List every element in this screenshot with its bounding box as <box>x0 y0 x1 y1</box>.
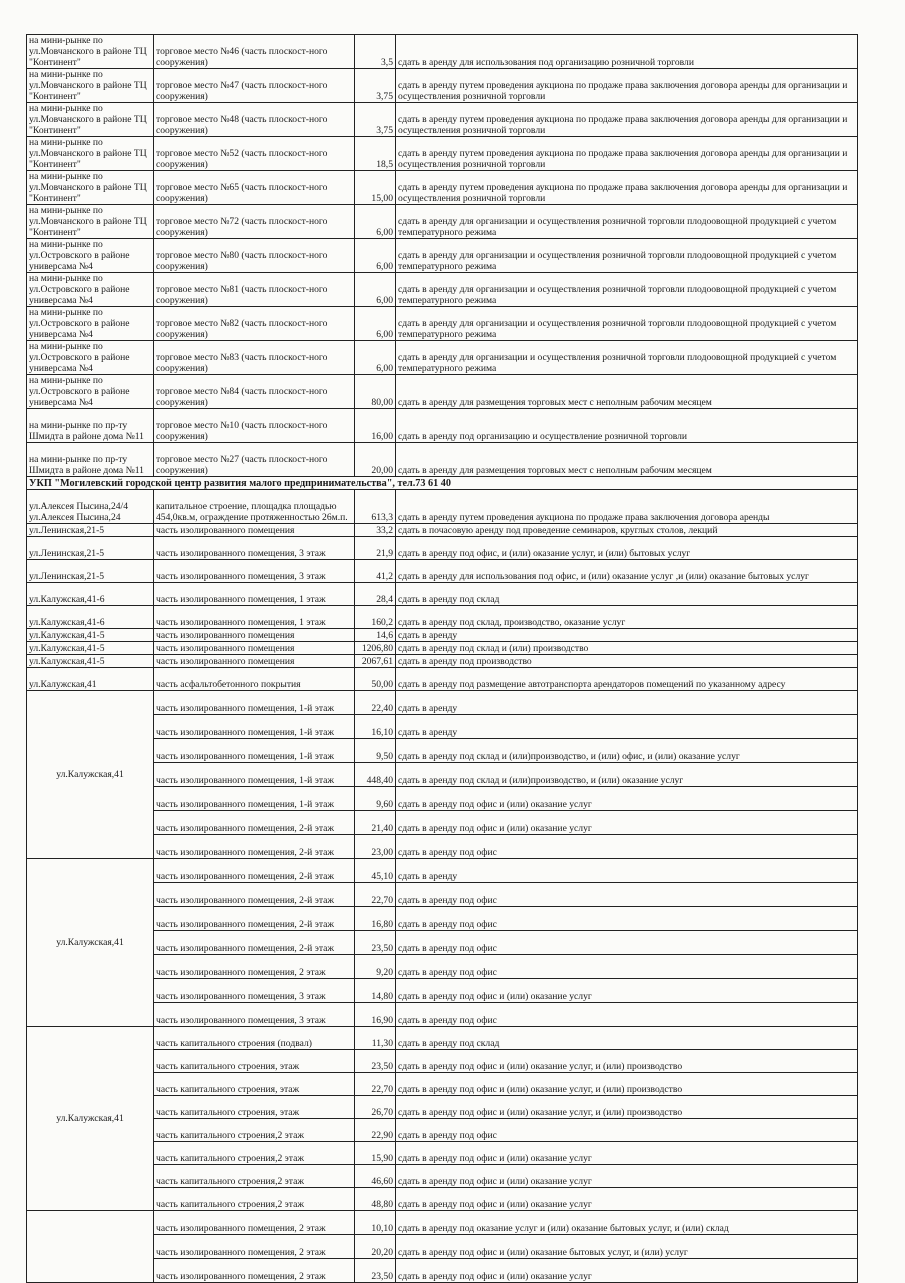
object-cell: часть изолированного помещения, 2-й этаж <box>154 883 355 907</box>
organization-header: УКП "Могилевский городской центр развития малого предпринимательства", тел.73 61 40 <box>27 477 858 490</box>
area-cell: 6,00 <box>355 307 396 341</box>
area-cell: 15,90 <box>355 1142 396 1165</box>
area-cell: 9,50 <box>355 739 396 763</box>
object-cell: часть изолированного помещения, 2-й этаж <box>154 859 355 883</box>
use-cell: сдать в аренду под офис и (или) оказание услуг, и (или) производство <box>396 1096 858 1119</box>
property-table <box>26 34 858 1283</box>
organization-header-row <box>27 477 858 490</box>
area-cell: 80,00 <box>355 375 396 409</box>
use-cell: сдать в аренду под офис и (или) оказание услуг <box>396 1188 858 1211</box>
use-cell: сдать в аренду путем проведения аукциона по продаже права заключения договора аренды для организации и осуществления розничной торговли <box>396 137 858 171</box>
area-cell: 160,2 <box>355 606 396 629</box>
table-row <box>27 205 858 239</box>
object-cell: часть изолированного помещения, 2-й этаж <box>154 931 355 955</box>
area-cell: 50,00 <box>355 668 396 691</box>
use-cell: сдать в аренду под склад и (или)производство, и (или) офис, и (или) оказание услуг <box>396 739 858 763</box>
use-cell: сдать в аренду под офис и (или) оказание услуг <box>396 811 858 835</box>
area-cell: 6,00 <box>355 341 396 375</box>
object-cell: часть изолированного помещения, 2-й этаж <box>154 907 355 931</box>
area-cell: 22,70 <box>355 883 396 907</box>
object-cell: часть изолированного помещения <box>154 629 355 642</box>
use-cell: сдать в аренду <box>396 859 858 883</box>
table-row <box>27 583 858 606</box>
use-cell: сдать в аренду <box>396 629 858 642</box>
area-cell: 9,20 <box>355 955 396 979</box>
use-cell: сдать в аренду под офис и (или) оказание бытовых услуг, и (или) услуг <box>396 1235 858 1259</box>
use-cell: сдать в аренду <box>396 691 858 715</box>
object-cell: часть изолированного помещения <box>154 524 355 537</box>
area-cell: 6,00 <box>355 205 396 239</box>
table-row <box>27 103 858 137</box>
group-address-cell <box>27 1211 154 1283</box>
object-cell: торговое место №10 (часть плоскост-ного сооружения) <box>154 409 355 443</box>
table-row <box>27 668 858 691</box>
use-cell: сдать в аренду под офис и (или) оказание услуг <box>396 787 858 811</box>
use-cell: сдать в аренду под организацию и осуществление розничной торговли <box>396 409 858 443</box>
address-cell: ул.Ленинская,21-5 <box>27 560 154 583</box>
address-cell: на мини-рынке по пр-ту Шмидта в районе дома №11 <box>27 443 154 477</box>
object-cell: часть капитального строения, этаж <box>154 1050 355 1073</box>
object-cell: часть капитального строения,2 этаж <box>154 1119 355 1142</box>
property-lease-document <box>26 34 858 1283</box>
use-cell: сдать в аренду под офис и (или) оказание услуг <box>396 1142 858 1165</box>
area-cell: 22,70 <box>355 1073 396 1096</box>
area-cell: 18,5 <box>355 137 396 171</box>
table-row <box>27 375 858 409</box>
area-cell: 14,80 <box>355 979 396 1003</box>
area-cell: 23,00 <box>355 835 396 859</box>
use-cell: сдать в аренду под оказание услуг и (или) оказание бытовых услуг, и (или) склад <box>396 1211 858 1235</box>
use-cell: сдать в аренду под офис и (или) оказание услуг <box>396 1259 858 1283</box>
object-cell: торговое место №84 (часть плоскост-ного сооружения) <box>154 375 355 409</box>
area-cell: 16,90 <box>355 1003 396 1027</box>
use-cell: сдать в аренду под склад и (или) производство <box>396 642 858 655</box>
table-row <box>27 524 858 537</box>
table-row <box>27 606 858 629</box>
table-row <box>27 537 858 560</box>
use-cell: сдать в аренду под офис, и (или) оказание услуг, и (или) бытовых услуг <box>396 537 858 560</box>
area-cell: 33,2 <box>355 524 396 537</box>
use-cell: сдать в аренду под склад <box>396 1027 858 1050</box>
use-cell: сдать в аренду путем проведения аукциона по продаже права заключения договора аренды для организации и осуществления розничной торговли <box>396 69 858 103</box>
group-address-cell: ул.Калужская,41 <box>27 691 154 859</box>
table-row <box>27 560 858 583</box>
address-cell: ул.Калужская,41-5 <box>27 642 154 655</box>
use-cell: сдать в аренду для организации и осуществления розничной торговли плодоовощной продукцией с учетом температурного режима <box>396 205 858 239</box>
area-cell: 23,50 <box>355 931 396 955</box>
use-cell: сдать в аренду для организации и осуществления розничной торговли плодоовощной продукцией с учетом температурного режима <box>396 273 858 307</box>
object-cell: часть изолированного помещения, 2 этаж <box>154 955 355 979</box>
area-cell: 23,50 <box>355 1050 396 1073</box>
area-cell: 16,00 <box>355 409 396 443</box>
area-cell: 22,90 <box>355 1119 396 1142</box>
use-cell: сдать в аренду под офис <box>396 907 858 931</box>
object-cell: торговое место №81 (часть плоскост-ного сооружения) <box>154 273 355 307</box>
object-cell: часть изолированного помещения <box>154 642 355 655</box>
use-cell: сдать в аренду под склад, производство, оказание услуг <box>396 606 858 629</box>
object-cell: часть изолированного помещения, 3 этаж <box>154 1003 355 1027</box>
area-cell: 23,50 <box>355 1259 396 1283</box>
object-cell: торговое место №72 (часть плоскост-ного сооружения) <box>154 205 355 239</box>
area-cell: 6,00 <box>355 273 396 307</box>
area-cell: 48,80 <box>355 1188 396 1211</box>
use-cell: сдать в аренду путем проведения аукциона по продаже права заключения договора аренды <box>396 490 858 524</box>
object-cell: часть изолированного помещения, 2 этаж <box>154 1211 355 1235</box>
address-cell: ул.Ленинская,21-5 <box>27 537 154 560</box>
object-cell: часть капитального строения,2 этаж <box>154 1188 355 1211</box>
object-cell: торговое место №82 (часть плоскост-ного сооружения) <box>154 307 355 341</box>
object-cell: часть изолированного помещения, 2-й этаж <box>154 835 355 859</box>
use-cell: сдать в аренду для организации и осуществления розничной торговли плодоовощной продукцией с учетом температурного режима <box>396 307 858 341</box>
address-cell: ул.Калужская,41-5 <box>27 655 154 668</box>
use-cell: сдать в аренду путем проведения аукциона по продаже права заключения договора аренды для организации и осуществления розничной торговли <box>396 171 858 205</box>
table-row <box>27 655 858 668</box>
area-cell: 45,10 <box>355 859 396 883</box>
area-cell: 3,5 <box>355 35 396 69</box>
table-row <box>27 69 858 103</box>
area-cell: 46,60 <box>355 1165 396 1188</box>
address-cell: на мини-рынке по ул.Островского в районе универсама №4 <box>27 307 154 341</box>
object-cell: часть капитального строения (подвал) <box>154 1027 355 1050</box>
address-cell: на мини-рынке по ул.Мовчанского в районе ТЦ "Континент" <box>27 137 154 171</box>
object-cell: торговое место №52 (часть плоскост-ного сооружения) <box>154 137 355 171</box>
use-cell: сдать в аренду под офис и (или) оказание услуг <box>396 1165 858 1188</box>
area-cell: 1206,80 <box>355 642 396 655</box>
address-cell: ул.Калужская,41-6 <box>27 583 154 606</box>
object-cell: часть изолированного помещения, 1-й этаж <box>154 715 355 739</box>
area-cell: 21,40 <box>355 811 396 835</box>
object-cell: часть изолированного помещения, 2-й этаж <box>154 811 355 835</box>
address-cell: на мини-рынке по ул.Мовчанского в районе ТЦ "Континент" <box>27 171 154 205</box>
use-cell: сдать в аренду под офис <box>396 1003 858 1027</box>
area-cell: 11,30 <box>355 1027 396 1050</box>
use-cell: сдать в аренду для размещения торговых мест с неполным рабочим месяцем <box>396 375 858 409</box>
object-cell: часть изолированного помещения, 1-й этаж <box>154 691 355 715</box>
address-cell: ул.Калужская,41-6 <box>27 606 154 629</box>
object-cell: часть капитального строения, этаж <box>154 1096 355 1119</box>
area-cell: 9,60 <box>355 787 396 811</box>
object-cell: часть изолированного помещения, 2 этаж <box>154 1259 355 1283</box>
use-cell: сдать в аренду под производство <box>396 655 858 668</box>
area-cell: 21,9 <box>355 537 396 560</box>
object-cell: часть изолированного помещения, 3 этаж <box>154 979 355 1003</box>
table-row <box>27 490 858 524</box>
table-row <box>27 273 858 307</box>
use-cell: сдать в аренду под офис <box>396 1119 858 1142</box>
address-cell: на мини-рынке по ул.Мовчанского в районе ТЦ "Континент" <box>27 69 154 103</box>
object-cell: часть изолированного помещения, 1-й этаж <box>154 763 355 787</box>
object-cell: торговое место №47 (часть плоскост-ного сооружения) <box>154 69 355 103</box>
use-cell: сдать в аренду под офис и (или) оказание услуг, и (или) производство <box>396 1073 858 1096</box>
table-row <box>27 691 858 715</box>
object-cell: торговое место №48 (часть плоскост-ного сооружения) <box>154 103 355 137</box>
object-cell: часть изолированного помещения, 1 этаж <box>154 583 355 606</box>
object-cell: часть изолированного помещения, 1 этаж <box>154 606 355 629</box>
area-cell: 26,70 <box>355 1096 396 1119</box>
area-cell: 3,75 <box>355 69 396 103</box>
table-row <box>27 1027 858 1050</box>
use-cell: сдать в аренду под склад и (или)производство, и (или) оказание услуг <box>396 763 858 787</box>
address-cell: ул.Калужская,41 <box>27 668 154 691</box>
area-cell: 20,00 <box>355 443 396 477</box>
address-cell: ул.Алексея Пысина,24/4 ул.Алексея Пысина,24 <box>27 490 154 524</box>
use-cell: сдать в аренду под склад <box>396 583 858 606</box>
object-cell: торговое место №83 (часть плоскост-ного сооружения) <box>154 341 355 375</box>
table-row <box>27 239 858 273</box>
object-cell: часть асфальтобетонного покрытия <box>154 668 355 691</box>
area-cell: 28,4 <box>355 583 396 606</box>
address-cell: на мини-рынке по ул.Островского в районе универсама №4 <box>27 273 154 307</box>
area-cell: 2067,61 <box>355 655 396 668</box>
object-cell: часть изолированного помещения, 1-й этаж <box>154 787 355 811</box>
table-row <box>27 307 858 341</box>
address-cell: на мини-рынке по ул.Островского в районе универсама №4 <box>27 375 154 409</box>
use-cell: сдать в аренду для использования под офис, и (или) оказание услуг ,и (или) оказание бытовых услуг <box>396 560 858 583</box>
use-cell: сдать в аренду для использования под организацию розничной торговли <box>396 35 858 69</box>
use-cell: сдать в аренду путем проведения аукциона по продаже права заключения договора аренды для организации и осуществления розничной торговли <box>396 103 858 137</box>
address-cell: ул.Ленинская,21-5 <box>27 524 154 537</box>
table-row <box>27 443 858 477</box>
object-cell: часть изолированного помещения, 3 этаж <box>154 560 355 583</box>
area-cell: 10,10 <box>355 1211 396 1235</box>
group-address-cell: ул.Калужская,41 <box>27 859 154 1027</box>
table-row <box>27 642 858 655</box>
object-cell: часть капитального строения,2 этаж <box>154 1142 355 1165</box>
use-cell: сдать в аренду <box>396 715 858 739</box>
table-row <box>27 409 858 443</box>
group-address-cell: ул.Калужская,41 <box>27 1027 154 1211</box>
address-cell: на мини-рынке по ул.Мовчанского в районе ТЦ "Континент" <box>27 103 154 137</box>
area-cell: 14,6 <box>355 629 396 642</box>
area-cell: 22,40 <box>355 691 396 715</box>
area-cell: 448,40 <box>355 763 396 787</box>
use-cell: сдать в аренду для организации и осуществления розничной торговли плодоовощной продукцией с учетом температурного режима <box>396 239 858 273</box>
table-row <box>27 171 858 205</box>
use-cell: сдать в аренду под размещение автотранспорта арендаторов помещений по указанному адресу <box>396 668 858 691</box>
use-cell: сдать в почасовую аренду под проведение семинаров, круглых столов, лекций <box>396 524 858 537</box>
table-row <box>27 629 858 642</box>
use-cell: сдать в аренду под офис и (или) оказание услуг <box>396 979 858 1003</box>
address-cell: на мини-рынке по ул.Мовчанского в районе ТЦ "Континент" <box>27 35 154 69</box>
table-row <box>27 341 858 375</box>
object-cell: торговое место №46 (часть плоскост-ного сооружения) <box>154 35 355 69</box>
address-cell: на мини-рынке по ул.Островского в районе универсама №4 <box>27 239 154 273</box>
object-cell: часть изолированного помещения, 3 этаж <box>154 537 355 560</box>
object-cell: торговое место №65 (часть плоскост-ного сооружения) <box>154 171 355 205</box>
object-cell: часть капитального строения,2 этаж <box>154 1165 355 1188</box>
table-row <box>27 1211 858 1235</box>
address-cell: на мини-рынке по ул.Мовчанского в районе ТЦ "Континент" <box>27 205 154 239</box>
area-cell: 16,10 <box>355 715 396 739</box>
use-cell: сдать в аренду для размещения торговых мест с неполным рабочим месяцем <box>396 443 858 477</box>
table-row <box>27 35 858 69</box>
object-cell: часть капитального строения, этаж <box>154 1073 355 1096</box>
object-cell: часть изолированного помещения, 2 этаж <box>154 1235 355 1259</box>
area-cell: 41,2 <box>355 560 396 583</box>
object-cell: торговое место №27 (часть плоскост-ного сооружения) <box>154 443 355 477</box>
use-cell: сдать в аренду под офис <box>396 835 858 859</box>
use-cell: сдать в аренду для организации и осуществления розничной торговли плодоовощной продукцией с учетом температурного режима <box>396 341 858 375</box>
address-cell: на мини-рынке по ул.Островского в районе универсама №4 <box>27 341 154 375</box>
area-cell: 15,00 <box>355 171 396 205</box>
object-cell: часть изолированного помещения, 1-й этаж <box>154 739 355 763</box>
object-cell: капитальное строение, площадка площадью 454,0кв.м, ограждение протяженностью 26м.п. <box>154 490 355 524</box>
table-row <box>27 859 858 883</box>
use-cell: сдать в аренду под офис <box>396 931 858 955</box>
use-cell: сдать в аренду под офис и (или) оказание услуг, и (или) производство <box>396 1050 858 1073</box>
area-cell: 20,20 <box>355 1235 396 1259</box>
area-cell: 16,80 <box>355 907 396 931</box>
address-cell: ул.Калужская,41-5 <box>27 629 154 642</box>
address-cell: на мини-рынке по пр-ту Шмидта в районе дома №11 <box>27 409 154 443</box>
table-row <box>27 137 858 171</box>
area-cell: 6,00 <box>355 239 396 273</box>
area-cell: 3,75 <box>355 103 396 137</box>
object-cell: часть изолированного помещения <box>154 655 355 668</box>
object-cell: торговое место №80 (часть плоскост-ного сооружения) <box>154 239 355 273</box>
use-cell: сдать в аренду под офис <box>396 883 858 907</box>
area-cell: 613,3 <box>355 490 396 524</box>
use-cell: сдать в аренду под офис <box>396 955 858 979</box>
